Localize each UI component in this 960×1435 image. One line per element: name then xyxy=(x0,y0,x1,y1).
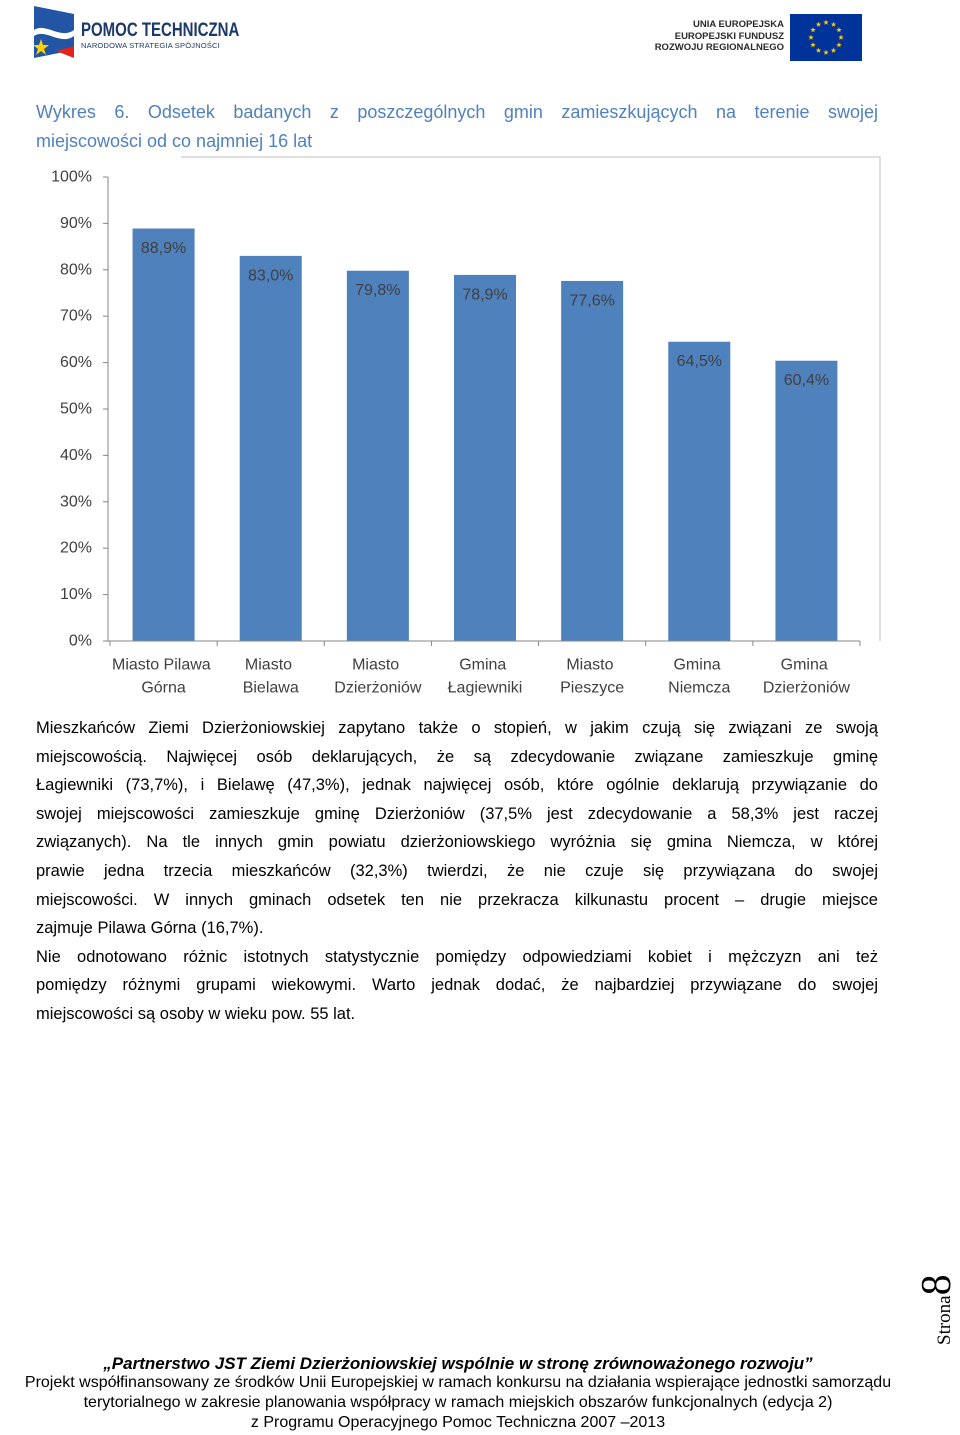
y-axis-tick-label: 60% xyxy=(59,354,92,372)
bar-value-label: 78,9% xyxy=(462,286,508,304)
category-label-line: Miasto xyxy=(566,656,618,674)
category-label-line: Łagiewniki xyxy=(447,679,523,697)
caption-line: miejscowości od co najmniej 16 lat xyxy=(36,130,313,151)
y-axis-tick-label: 30% xyxy=(59,493,92,511)
category-label xyxy=(448,657,523,697)
page-number-tag xyxy=(915,1265,959,1345)
category-label-line: Pieszyce xyxy=(560,679,625,697)
y-axis-tick-label: 0% xyxy=(68,632,92,650)
paragraph-line: związanych). Na tle innych gmin powiatu dzierżoniowskiego wyróżnia się gmina Niemcza, w której xyxy=(36,833,878,852)
bar xyxy=(133,229,195,641)
body-text xyxy=(36,714,878,1029)
category-label xyxy=(668,657,730,697)
y-axis-tick-label: 80% xyxy=(59,261,92,279)
category-label-line: Miasto Pilawa xyxy=(111,656,216,674)
y-axis-tick-label: 20% xyxy=(59,539,92,557)
bar-value-label: 83,0% xyxy=(248,267,294,285)
paragraph-line: miejscowością. Najwięcej osób deklarujących, że są zdecydowanie związane zamieszkuje gminę xyxy=(36,747,878,766)
bar-value-label: 77,6% xyxy=(569,292,615,310)
bar-chart xyxy=(0,150,960,710)
category-label-line: Miasto xyxy=(352,656,404,674)
category-label-line: Gmina xyxy=(780,656,833,674)
paragraph-line: miejscowości. W innych gminach odsetek ten nie przekracza kilkunastu procent – drugie miejsce xyxy=(36,890,878,909)
paragraph-line: swojej miejscowości zamieszkuje gminę Dzierżoniów (37,5% jest zdecydowanie a 58,3% jest raczej xyxy=(36,804,878,823)
category-label xyxy=(560,657,624,697)
y-axis-tick-label: 70% xyxy=(59,307,92,325)
paragraph xyxy=(36,943,878,1029)
logo-title: POMOC TECHNICZNA xyxy=(81,19,240,42)
paragraph-line: pomiędzy różnymi grupami wiekowymi. Warto jednak dodać, że najbardziej przywiązane do swojej xyxy=(36,976,878,995)
paragraph-line: Łagiewniki (73,7%), i Bielawę (47,3%), jednak najwięcej osób, które ogólnie deklarują przywiązanie do xyxy=(36,776,878,795)
category-label-line: Bielawa xyxy=(242,679,299,697)
category-label xyxy=(763,657,851,697)
bar xyxy=(454,275,516,641)
paragraph-line: miejscowości są osoby w wieku pow. 55 lat. xyxy=(36,1004,356,1023)
bar xyxy=(347,271,409,641)
figure-caption xyxy=(36,98,878,156)
category-label xyxy=(243,657,299,697)
bar-value-label: 88,9% xyxy=(140,240,187,258)
footer-line: z Programu Operacyjnego Pomoc Techniczna 2007 –2013 xyxy=(250,1414,666,1431)
paragraph xyxy=(36,714,878,943)
bar xyxy=(561,281,623,641)
y-axis-tick-label: 50% xyxy=(59,400,92,418)
footer-project-title: „Partnerstwo JST Ziemi Dzierżoniowskiej wspólnie w stronę zrównoważonego rozwoju” xyxy=(103,1354,813,1373)
bar-value-label: 64,5% xyxy=(676,353,722,371)
bar xyxy=(668,342,730,641)
y-axis-tick-label: 40% xyxy=(59,446,92,464)
category-label-line: Górna xyxy=(141,679,186,697)
eu-logo-text xyxy=(600,19,784,54)
paragraph-line: prawie jedna trzecia mieszkańców (32,3%) twierdzi, że nie czuje się przywiązana do swojej xyxy=(36,861,878,880)
category-label-line: Gmina xyxy=(459,656,511,674)
bar-value-label: 60,4% xyxy=(783,372,830,390)
caption-line: Wykres 6. Odsetek badanych z poszczególnych gmin zamieszkujących na terenie swojej xyxy=(36,101,878,122)
bar xyxy=(240,256,302,641)
bar-value-label: 79,8% xyxy=(355,282,401,300)
eu-logo-line: UNIA EUROPEJSKA xyxy=(693,19,784,30)
footer-line: Projekt współfinansowany ze środków Unii Europejskiej w ramach konkursu na działania wspierające jednostki samorządu xyxy=(24,1374,892,1391)
y-axis-tick-label: 100% xyxy=(51,168,92,186)
eu-logo-line: EUROPEJSKI FUNDUSZ xyxy=(674,30,784,42)
logo-subtitle: NARODOWA STRATEGIA SPÓJNOŚCI xyxy=(81,41,220,50)
category-label xyxy=(334,657,422,697)
page-number: 8 xyxy=(914,1274,960,1296)
page-label: Strona xyxy=(934,1295,955,1345)
category-label-line: Dzierżoniów xyxy=(334,679,422,697)
category-label-line: Miasto xyxy=(244,656,297,674)
paragraph-line: Mieszkańców Ziemi Dzierżoniowskiej zapytano także o stopień, w jakim czują się związani ze swoją xyxy=(36,719,878,737)
paragraph-line: Nie odnotowano różnic istotnych statystycznie pomiędzy odpowiedziami kobiet i mężczyzn ani też xyxy=(36,947,878,966)
category-label-line: Dzierżoniów xyxy=(762,679,850,697)
paragraph-line: zajmuje Pilawa Górna (16,7%). xyxy=(36,919,264,938)
category-label-line: Niemcza xyxy=(668,679,731,697)
pomoc-techniczna-logo-icon xyxy=(28,0,78,62)
category-label xyxy=(112,657,215,697)
eu-flag-icon xyxy=(790,14,862,61)
category-label-line: Gmina xyxy=(673,656,726,674)
eu-logo-line: ROZWOJU REGIONALNEGO xyxy=(654,42,784,53)
bar xyxy=(775,361,837,641)
y-axis-tick-label: 90% xyxy=(59,214,92,232)
footer-line: terytorialnego w zakresie planowania współpracy w ramach miejskich obszarów funkcjonalnych (edycja 2) xyxy=(83,1394,833,1411)
y-axis-tick-label: 10% xyxy=(59,586,92,604)
